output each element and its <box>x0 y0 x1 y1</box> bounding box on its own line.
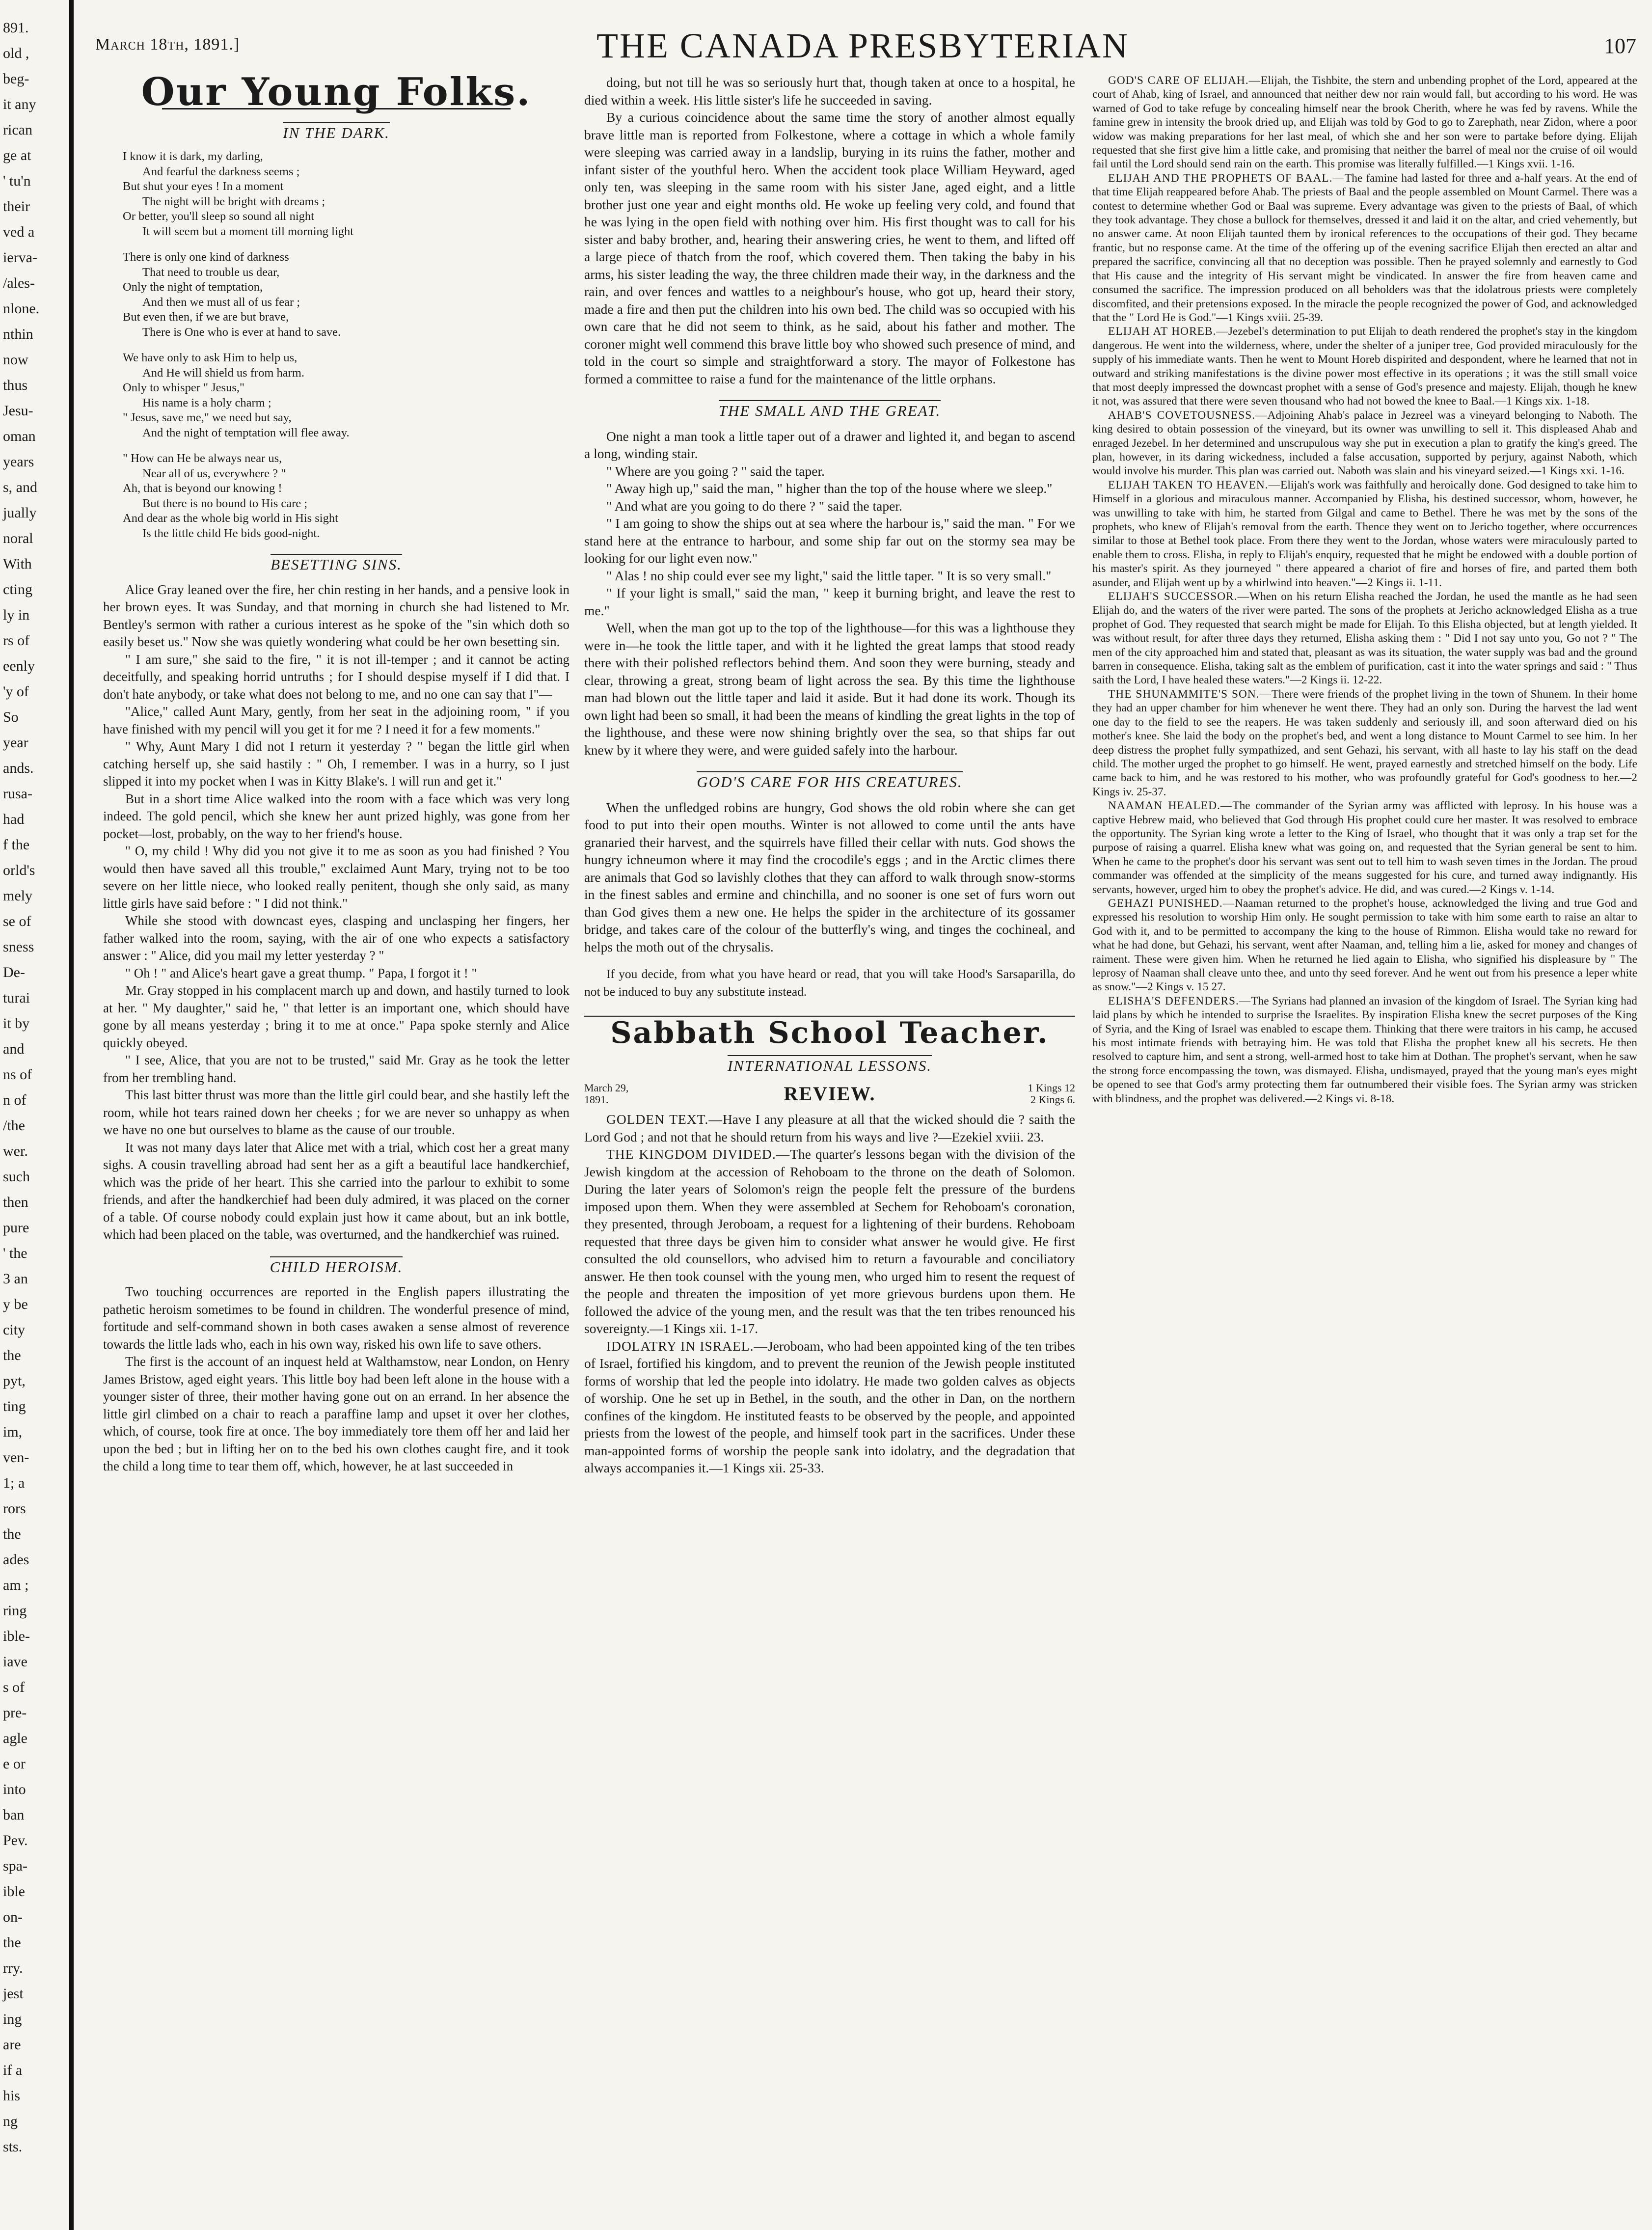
margin-fragment: ible <box>3 1883 25 1900</box>
margin-fragment: oman <box>3 428 36 444</box>
column-3 <box>1092 74 1637 2220</box>
margin-fragment: his <box>3 2088 21 2104</box>
advertisement-notice: If you decide, from what you have heard or read, that you will take Hood's Sarsaparilla, do not be induced to buy any substitute instead. <box>584 967 1075 999</box>
paragraph: Alice Gray leaned over the fire, her chin resting in her hands, and a pensive look in her brown eyes. It was Sunday, and that morning in church she had listened to Mr. Bentley's sermon with rather a curious interest as he spoke of the "sin which doth so easily beset us." Now she was quietly wondering what could be her own besetting sin. <box>103 582 569 649</box>
poem-line: Near all of us, everywhere ? " <box>142 466 286 480</box>
paragraph: One night a man took a little taper out of a drawer and lighted it, and began to ascend a long, winding stair. <box>584 428 1075 461</box>
article-title-child-heroism: CHILD HEROISM. <box>103 1256 569 1276</box>
margin-fragment: 'y of <box>3 683 29 700</box>
paragraph: " Away high up," said the man, " higher than the top of the house where we sleep." <box>606 481 1053 496</box>
poem-line: But even then, if we are but brave, <box>123 310 289 324</box>
margin-fragment: ' the <box>3 1245 27 1261</box>
column-2 <box>584 74 1075 2220</box>
margin-fragment: y be <box>3 1296 28 1312</box>
margin-fragment: f the <box>3 837 30 853</box>
paragraph: " Where are you going ? " said the taper. <box>606 463 825 479</box>
lesson-paragraph: AHAB'S COVETOUSNESS.—Adjoining Ahab's palace in Jezreel was a vineyard belonging to Naboth. The king desired to obtain possession of the vineyard, but its owner was unwilling to sell it. This displeased Ahab and enraged Jezebel. In her determined and unscrupulous way she put in execution a plan to gratify the king's greed. The plan, however, in its daring wickedness, included a false accusation, supported by perjury, against Naboth, which would involve his murder. This plan was carried out. Naboth was slain and his vineyard seized.—1 Kings xxi. 1-16. <box>1092 408 1637 478</box>
left-margin-fragments <box>0 0 74 2230</box>
lesson-paragraph: GOLDEN TEXT.—Have I any pleasure at all that the wicked should die ? saith the Lord God ; and not that he should return from his ways and live ?—Ezekiel xviii. 23. <box>584 1112 1075 1144</box>
article-body-besetting-sins <box>103 581 569 1244</box>
paragraph: doing, but not till he was so seriously hurt that, though taken at once to a hospital, he died within a week. His little sister's life he succeeded in saving. <box>584 75 1075 108</box>
paragraph: It was not many days later that Alice met with a trial, which cost her a great many sighs. A cousin travelling abroad had sent her as a gift a beautiful lace handkerchief, which was the pride of her heart. This she carried into the parlour to exhibit to some friends, and after the handkerchief had been duly admired, it was placed on the corner of a table. Of course nobody could explain just how it came about, but an ink bottle, which had been placed on the table, was overturned, and the handkerchief was ruined. <box>103 1140 569 1242</box>
margin-fragment: ands. <box>3 760 34 776</box>
paragraph: By a curious coincidence about the same time the story of another almost equally brave little man is reported from Folkestone, where a cottage in which a whole family were sleeping was carried away in a landslip, burying in its ruins the father, mother and infant sister of the youthful hero. When the accident took place William Heyward, aged only ten, was sleeping in the same room with his sister Jane, aged eight, and a little brother just one year and eight months old. He woke up feeling very cold, and found that he was lying in the open field with nothing over him. His first thought was to call for his sister and baby brother, and, hearing their answering cries, he went to them, and lifted off a large piece of thatch from the roof, which covered them. Then taking the baby in his arms, his sister leading the way, the three children made their way, in the darkness and the rain, and over fences and wattles to a neighbour's house, who got up, heard their story, made a fire and then put the children into his own bed. The child was so occupied with his own care that he did not seem to think, as he said, about his father and mother. The coroner might well commend this brave little boy who showed such presence of mind, and told in the court so simple and straightforward a story. The mayor of Folkestone has formed a committee to raise a fund for the maintenance of the little orphans. <box>584 109 1075 386</box>
lesson-paragraph: THE SHUNAMMITE'S SON.—There were friends of the prophet living in the town of Shunem. In their home they had an upper chamber for him whenever he went there. They had an only son. During the harvest the lad went one day to the field to see the reapers. He was taken suddenly and seriously ill, and soon afterward died on his mother's knee. She laid the body on the prophet's bed, and went a long distance to Mount Carmel to see him. In her deep distress the prophet fully sympathized, and sent Gehazi, his servant, with all haste to lay his staff on the dead child. The mother urged the prophet to go himself. He went, prayed earnestly and stretched himself on the body. Life came back to him, and he was restored to his mother, who was profoundly grateful for God's goodness to her.—2 Kings iv. 25-37. <box>1092 687 1637 798</box>
margin-fragment: the <box>3 1934 21 1951</box>
poem-stanza <box>123 250 569 340</box>
poem-line: And He will shield us from harm. <box>142 366 305 380</box>
lesson-paragraph: NAAMAN HEALED.—The commander of the Syrian army was afflicted with leprosy. In his house was a captive Hebrew maid, who believed that God through His prophet could cure her master. It was resolved to embrace the opportunity. The Syrian king wrote a letter to the King of Israel, who thought that it was only a trap set for the purpose of raising a quarrel. Elisha knew what was going on, and requested that the Syrian general be sent to him. When he came to the prophet's door his servant was sent out to tell him to wash seven times in the Jordan. The proud commander was offended at the simplicity of the means suggested for his cure, and turned away indignantly. His servants, however, urged him to obey the prophet's advice. He did, and was cured.—2 Kings v. 1-14. <box>1092 799 1637 896</box>
margin-fragment: ven- <box>3 1449 29 1466</box>
margin-fragment: se of <box>3 913 31 929</box>
poem-line: Only to whisper " Jesus," <box>123 381 244 394</box>
paragraph: Well, when the man got up to the top of the lighthouse—for this was a lighthouse they were in—he took the little taper, and with it he lighted the great lamps that stood ready there with their polished reflectors behind them. And soon they were burning, steady and clear, throwing a great, strong beam of light across the sea. By this time the lighthouse man had blown out the little taper and laid it aside. But it had done its work. Though its own light had been so small, it had been the means of kindling the great lights in the top of the lighthouse, and these were now shining brightly over the sea, so that ships far out knew by it where they were, and were guided safely into the harbour. <box>584 620 1075 758</box>
paragraph: When the unfledged robins are hungry, God shows the old robin where she can get food to put into their open mouths. Winter is not allowed to come until the ants have granaried their harvest, and the squirrels have filled their cellar with nuts. God shows the hungry ichneumon where it may find the crocodile's eggs ; and in the Arctic climes there are animals that God so lavishly clothes that they can afford to walk through snow-storms in the finest sables and ermine and chinchilla, and no sooner is one set of furs worn out than God gives them a new one. He helps the spider in the architecture of its gossamer bridge, and takes care of the colour of the butterfly's wing, and tinges the cochineal, and helps the moth out of the chrysalis. <box>584 799 1075 954</box>
lesson-summaries <box>1092 74 1637 1106</box>
paragraph: " I am sure," she said to the fire, " it is not ill-temper ; and it cannot be acting deceitfully, and speaking horrid untruths ; for I should despise myself if I did that. I don't hate anybody, or take what does not belong to me, and no one can say that I"— <box>103 652 569 702</box>
margin-fragment: n of <box>3 1092 27 1108</box>
issue-date: March 18th, 1891.] <box>95 35 240 54</box>
paragraph: This last bitter thrust was more than the little girl could bear, and she hastily left the room, while hot tears rained down her cheeks ; for we are never so unhappy as when we have no one but ourselves to blame as the cause of our trouble. <box>103 1088 569 1137</box>
margin-fragment: into <box>3 1781 26 1797</box>
newspaper-title: THE CANADA PRESBYTERIAN <box>596 26 1130 65</box>
margin-fragment: ban <box>3 1807 25 1823</box>
poem-line: His name is a holy charm ; <box>142 396 271 409</box>
paragraph: " Oh ! " and Alice's heart gave a great thump. " Papa, I forgot it ! " <box>125 965 477 980</box>
margin-fragment: s of <box>3 1679 25 1695</box>
margin-fragment: With <box>3 556 32 572</box>
margin-fragment: pyt, <box>3 1373 26 1389</box>
margin-fragment: mely <box>3 888 32 904</box>
paragraph: But in a short time Alice walked into the room with a face which was very long indeed. The gold pencil, which she knew her aunt prized highly, was gone from her pocket—lost, probably, on the way to her friend's house. <box>103 791 569 841</box>
paragraph: While she stood with downcast eyes, clasping and unclasping her fingers, her father walked into the room, saying, with the air of one who expects a satisfactory answer : " Alice, did you mail my letter yesterday ? " <box>103 913 569 963</box>
paragraph: Two touching occurrences are reported in the English papers illustrating the pathetic heroism sometimes to be found in children. The wonderful presence of mind, fortitude and self-command shown in both cases awaken a sense almost of reverence towards the little lads who, each in his own way, risked his own life to save others. <box>103 1284 569 1352</box>
poem-line: But shut your eyes ! In a moment <box>123 180 284 193</box>
margin-fragment: s, and <box>3 479 37 495</box>
poem-line: I know it is dark, my darling, <box>123 150 263 163</box>
margin-fragment: orld's <box>3 862 35 878</box>
margin-fragment: agle <box>3 1730 27 1746</box>
margin-fragment: year <box>3 734 28 751</box>
lesson-paragraph: ELIJAH AT HOREB.—Jezebel's determination to put Elijah to death rendered the prophet's stay in the kingdom dangerous. He went into the wilderness, where, under the shelter of a juniper tree, God provided miraculously for the supply of his immediate wants. Then he went to Mount Horeb dispirited and despondent, where he learned that not in outward and striking manifestations is the divine power most effective in its operations ; it was the still small voice that most deeply impressed the downcast prophet with a sense of God's presence and majesty. Elijah, though he knew it not, was assured that there were seven thousand who had not bowed the knee to Baal.—1 Kings xix. 1-18. <box>1092 325 1637 408</box>
margin-fragment: eenly <box>3 658 35 674</box>
lesson-paragraph: ELIJAH TAKEN TO HEAVEN.—Elijah's work was faithfully and heroically done. God designed to take him to Himself in a glorious and miraculous manner. Accompanied by Elisha, his destined successor, whom, however, he was unwilling to take with him, he started from Gilgal and came to Bethel. There he was met by the sons of the prophets, who knew of Elijah's removal from the earth. Thence they went on to Jericho together, where occurrences similar to those at Bethel took place. From there they went to the Jordan, whose waters were miraculously parted to enable them to cross. Elisha, in reply to Elijah's enquiry, requested that he might be endowed with a double portion of his master's spirit. As they journeyed " there appeared a chariot of fire and horses of fire, and parted them both asunder, and Elijah went up by a whirlwind into heaven."—2 Kings ii. 1-11. <box>1092 478 1637 589</box>
margin-fragment: e or <box>3 1756 26 1772</box>
margin-fragment: Pev. <box>3 1832 28 1849</box>
margin-fragment: ns of <box>3 1066 32 1083</box>
article-title-small-and-great: THE SMALL AND THE GREAT. <box>584 400 1075 420</box>
margin-fragment: rusa- <box>3 786 32 802</box>
paragraph: " If your light is small," said the man, " keep it burning bright, and leave the rest to me." <box>584 585 1075 618</box>
margin-fragment: ing <box>3 2011 22 2027</box>
margin-fragment: the <box>3 1347 21 1363</box>
article-title-besetting-sins: BESETTING SINS. <box>103 554 569 573</box>
page-number: 107 <box>1604 34 1636 58</box>
margin-fragment: city <box>3 1322 25 1338</box>
paragraph: " And what are you going to do there ? " said the taper. <box>606 498 902 514</box>
section-heading-sabbath-school: Sabbath School Teacher. <box>584 1015 1075 1042</box>
margin-fragment: if a <box>3 2062 23 2078</box>
poem-in-the-dark <box>123 149 569 541</box>
lesson-paragraph: GEHAZI PUNISHED.—Naaman returned to the prophet's house, acknowledged the living and true God and expressed his resolution to worship Him only. He sought permission to take with him some earth to raise an altar to God with it, and to be permitted to accompany the king to the house of Rimmon. Elisha would take no reward for what he had done, but Gehazi, his servant, went after Naaman, and, telling him a lie, asked for money and changes of raiment. These were given him. When he returned he lied again to Elisha, who signified his displeasure by " The leprosy of Naaman shall cleave unto thee, and unto thy seed forever. And he went out from his presence a leper white as snow."—2 Kings v. 15 27. <box>1092 897 1637 994</box>
margin-fragment: jually <box>3 505 37 521</box>
paragraph: The first is the account of an inquest held at Walthamstow, near London, on Henry James Bristow, aged eight years. This little boy had been left alone in the house with a younger sister of three, their mother having gone out on an errand. In her absence the little girl climbed on a chair to reach a paraffine lamp and upset it over her clothes, which, of course, took fire at once. The boy immediately tore them off her and laid her upon the bed ; but in lifting her on to the bed his own clothes caught fire, and it took the child a long time to tear them off, which, however, he at last succeeded in <box>103 1354 569 1473</box>
poem-line: There is One who is ever at hand to save. <box>142 325 341 339</box>
article-body-gods-care <box>584 799 1075 956</box>
margin-fragment: on- <box>3 1909 23 1925</box>
column-1 <box>103 74 569 2220</box>
margin-fragment: ible- <box>3 1628 30 1644</box>
margin-fragment: im, <box>3 1424 23 1440</box>
margin-fragment: ierva- <box>3 249 37 266</box>
article-body-child-heroism <box>103 1283 569 1475</box>
margin-fragment: Jesu- <box>3 403 33 419</box>
poem-line: Is the little child He bids good-night. <box>142 526 320 540</box>
poem-line: Only the night of temptation, <box>123 280 263 294</box>
margin-fragment: ly in <box>3 607 30 623</box>
margin-fragment: noral <box>3 530 33 546</box>
margin-fragment: ng <box>3 2113 18 2129</box>
poem-line: That need to trouble us dear, <box>142 265 280 279</box>
margin-fragment: De- <box>3 964 25 980</box>
poem-line: And dear as the whole big world in His sight <box>123 512 338 525</box>
margin-fragment: So <box>3 709 19 725</box>
lesson-date: March 29, 1891. <box>584 1082 629 1106</box>
margin-fragment: pre- <box>3 1705 27 1721</box>
margin-fragment: 3 an <box>3 1271 28 1287</box>
margin-fragment: such <box>3 1169 30 1185</box>
margin-fragment: wer. <box>3 1143 28 1159</box>
poem-stanza <box>123 451 569 541</box>
margin-fragment: ved a <box>3 224 35 240</box>
margin-fragment: rican <box>3 122 32 138</box>
margin-fragment: the <box>3 1526 21 1542</box>
lessons-subtitle: INTERNATIONAL LESSONS. <box>584 1055 1075 1075</box>
lesson-paragraph: ELIJAH AND THE PROPHETS OF BAAL.—The famine had lasted for three and a-half years. At the end of that time Elijah reappeared before Ahab. The priests of Baal and the people assembled on Mount Carmel. There was a contest to determine whether God or Baal was supreme. Every advantage was given to the priests of Baal, of which they took advantage. They chose a bullock for themselves, dressed it and laid it on the altar, and cried vehemently, but no answer came. At noon Elijah taunted them by ironical references to the occupations of their god. They became frantic, but no response came. At the time of the offering up of the evening sacrifice Elijah then erected an altar and prepared the sacrifice, convincing all that no deception was possible. Then he prayed solemnly and earnestly to God that His cause and the integrity of His servant might be vindicated. In answer the fire from heaven came and consumed the sacrifice. The impression produced on all beholders was that the idolatrous priests were completely discomfited, and their pretensions exposed. In the miracle the people recognized the power of God, and acknowledged that the " Lord He is God."—1 Kings xviii. 25-39. <box>1092 171 1637 324</box>
poem-line: And the night of temptation will flee away. <box>142 426 350 439</box>
section-heading-young-folks: Our Young Folks. <box>141 74 532 114</box>
poem-stanza <box>123 149 569 239</box>
lesson-review-title: REVIEW. <box>784 1083 876 1105</box>
margin-fragment: /ales- <box>3 275 35 291</box>
margin-fragment: ting <box>3 1398 26 1414</box>
article-title-in-the-dark: IN THE DARK. <box>103 122 569 142</box>
margin-fragment: /the <box>3 1117 25 1134</box>
poem-line: Or better, you'll sleep so sound all night <box>123 210 314 223</box>
margin-fragment: am ; <box>3 1577 29 1593</box>
margin-fragment: old , <box>3 45 29 61</box>
poem-line: We have only to ask Him to help us, <box>123 351 298 364</box>
margin-fragment: their <box>3 198 30 215</box>
margin-fragment: then <box>3 1194 28 1210</box>
paragraph: " Why, Aunt Mary I did not I return it yesterday ? " began the little girl when catching herself up, she said hastily : " Oh, I remember. I was in a hurry, so I just slipped it into my pocket when I was in Kitty Blake's. I will run and get it." <box>103 739 569 789</box>
margin-fragment: and <box>3 1041 25 1057</box>
margin-fragment: nthin <box>3 326 33 342</box>
margin-fragment: jest <box>3 1985 24 2002</box>
margin-fragment: thus <box>3 377 28 393</box>
paragraph: " I see, Alice, that you are not to be trusted," said Mr. Gray as he took the letter from her trembling hand. <box>103 1053 569 1085</box>
poem-line: " Jesus, save me," we need but say, <box>123 411 292 424</box>
margin-fragment: it any <box>3 96 36 112</box>
margin-fragment: years <box>3 454 34 470</box>
poem-line: Ah, that is beyond our knowing ! <box>123 482 282 495</box>
lesson-paragraph: THE KINGDOM DIVIDED.—The quarter's lessons began with the division of the Jewish kingdom at the accession of Rehoboam to the throne on the death of Solomon. During the later years of Solomon's reign the people felt the pressure of the burdens imposed upon them. When they were assembled at Sechem for Rehoboam's coronation, they presented, through Jeroboam, a request for a lightening of their burdens. Rehoboam requested that three days be given him to consider what answer he would give. He first consulted the old counsellors, who advised him to return a favourable and conciliatory answer. He then took counsel with the young men, who urged him to resent the request of the people and threaten the imposition of yet more grievous burdens upon them. He followed the advice of the young men, and the result was that the ten tribes renounced his sovereignty.—1 Kings xii. 1-17. <box>584 1146 1075 1336</box>
margin-fragment: iave <box>3 1654 27 1670</box>
margin-fragment: rry. <box>3 1960 23 1976</box>
margin-fragment: nlone. <box>3 300 40 317</box>
margin-fragment: ades <box>3 1551 29 1568</box>
margin-fragment: rs of <box>3 632 30 649</box>
lesson-body <box>584 1111 1075 1477</box>
margin-fragment: beg- <box>3 71 29 87</box>
article-body-child-heroism-continued <box>584 74 1075 387</box>
margin-fragment: ring <box>3 1603 27 1619</box>
poem-stanza <box>123 351 569 440</box>
poem-line: There is only one kind of darkness <box>123 250 289 264</box>
paragraph: " I am going to show the ships out at sea where the harbour is," said the man. " For we stand here at the entrance to harbour, and some ship far out on the stormy sea may be looking for our light even now." <box>584 516 1075 566</box>
margin-fragment: rors <box>3 1500 26 1517</box>
lesson-paragraph: GOD'S CARE OF ELIJAH.—Elijah, the Tishbite, the stern and unbending prophet of the Lord, appeared at the court of Ahab, king of Israel, and announced that neither dew nor rain would fall, but according to his word. He was warned of God to take refuge by concealing himself near the brook Cherith, where he was fed by ravens. While the famine grew in intensity the brook dried up, and Elijah was told by God to go to Zarephath, near Zidon, where a poor widow was making preparations for her last meal, of which she and her son were to partake before dying. Elijah requested that she first give him a little cake, and promising that neither the barrel of meal nor the cruise of oil would fail until the Lord should send rain on the earth. This promise was literally fulfilled.—1 Kings xvii. 1-16. <box>1092 74 1637 171</box>
paragraph: "Alice," called Aunt Mary, gently, from her seat in the adjoining room, " if you have finished with my pencil will you get it for me ? I need it for a few moments." <box>103 704 569 736</box>
lesson-paragraph: IDOLATRY IN ISRAEL.—Jeroboam, who had been appointed king of the ten tribes of Israel, fortified his kingdom, and to prevent the reunion of the Jewish people instituted forms of worship that led the people into idolatry. He made two golden calves as objects of worship. One he set up in Bethel, in the south, and the other in Dan, on the northern confines of the kingdom. He instituted feasts to be observed by the people, and appointed priests from the lowest of the people, and himself took part in the sacrifices. Under these man-appointed forms of worship the people sank into idolatry, and the degradation that always accompanies it.—1 Kings xii. 25-33. <box>584 1338 1075 1475</box>
margin-fragment: sts. <box>3 2139 23 2155</box>
paragraph: " O, my child ! Why did you not give it to me as soon as you had finished ? You would then have saved all this trouble," exclaimed Aunt Mary, trying not to be too severe on her little niece, who looked really penitent, though she only said, as many little girls have said before : " I did not think." <box>103 843 569 911</box>
lesson-paragraph: ELISHA'S DEFENDERS.—The Syrians had planned an invasion of the kingdom of Israel. The Syrian king had laid plans by which he intended to surprise the Israelites. By inspiration Elisha knew the secret purposes of the King of Syria, and the King of Israel was enabled to escape them. Thinking that there were traitors in his camp, he accused his most intimate friends with betraying him. He was told that Elisha the prophet knew all his secrets. He then resolved to capture him, and sent a strong, well-armed host to take him at Dothan. The prophet's servant, when he saw the strong force encompassing the town, was dismayed. Elisha, undismayed, prayed that the young man's eyes might be opened to see that God's army protecting them far outnumbered their visible foes. The Syrian army was stricken with blindness, and the prophet was delivered.—2 Kings vi. 8-18. <box>1092 994 1637 1105</box>
article-body-small-and-great <box>584 428 1075 759</box>
poem-line: And then we must all of us fear ; <box>142 295 300 309</box>
poem-line: " How can He be always near us, <box>123 452 282 465</box>
masthead <box>83 15 1642 69</box>
poem-line: It will seem but a moment till morning light <box>142 224 354 238</box>
lesson-header <box>584 1082 1075 1106</box>
margin-fragment: sness <box>3 939 34 955</box>
lesson-paragraph: ELIJAH'S SUCCESSOR.—When on his return Elisha reached the Jordan, he used the mantle as he had seen Elijah do, and the waters of the river were parted. The sons of the prophets at Jericho acknowledged Elisha as a true prophet of God. They requested that search might be made for Elijah. To this Elisha objected, but at length yielded. It was without result, for after three days they returned, Elisha asking them : " Did I not say unto you, Go not ? " The men of the city approached him and stated that, pleasant as was its situation, the water supply was bad and the ground barren in consequence. Elisha, taking salt as the emblem of purification, cast it into the water springs and said : " Thus saith the Lord, I have healed these waters."—2 Kings ii. 12-22. <box>1092 590 1637 687</box>
lesson-references: 1 Kings 12 2 Kings 6. <box>1028 1082 1075 1106</box>
article-title-gods-care: GOD'S CARE FOR HIS CREATURES. <box>584 771 1075 791</box>
margin-fragment: spa- <box>3 1858 27 1874</box>
margin-fragment: 1; a <box>3 1475 25 1491</box>
margin-fragment: ' tu'n <box>3 173 31 189</box>
margin-fragment: turai <box>3 990 30 1006</box>
margin-fragment: it by <box>3 1015 30 1032</box>
margin-fragment: pure <box>3 1220 29 1236</box>
margin-fragment: are <box>3 2037 21 2053</box>
poem-line: The night will be bright with dreams ; <box>142 194 325 208</box>
paragraph: Mr. Gray stopped in his complacent march up and down, and hastily turned to look at her. " My daughter," said he, " that letter is an important one, which should have gone by all means yesterday ; bring it to me at once." Papa spoke sternly and Alice quickly obeyed. <box>103 983 569 1050</box>
margin-fragment: 891. <box>3 20 29 36</box>
margin-fragment: ge at <box>3 147 31 163</box>
margin-fragment: cting <box>3 581 32 598</box>
paragraph: " Alas ! no ship could ever see my light," said the little taper. " It is so very small." <box>606 568 1052 583</box>
margin-fragment: had <box>3 811 25 827</box>
poem-line: But there is no bound to His care ; <box>142 496 308 510</box>
margin-fragment: now <box>3 352 28 368</box>
poem-line: And fearful the darkness seems ; <box>142 164 300 178</box>
